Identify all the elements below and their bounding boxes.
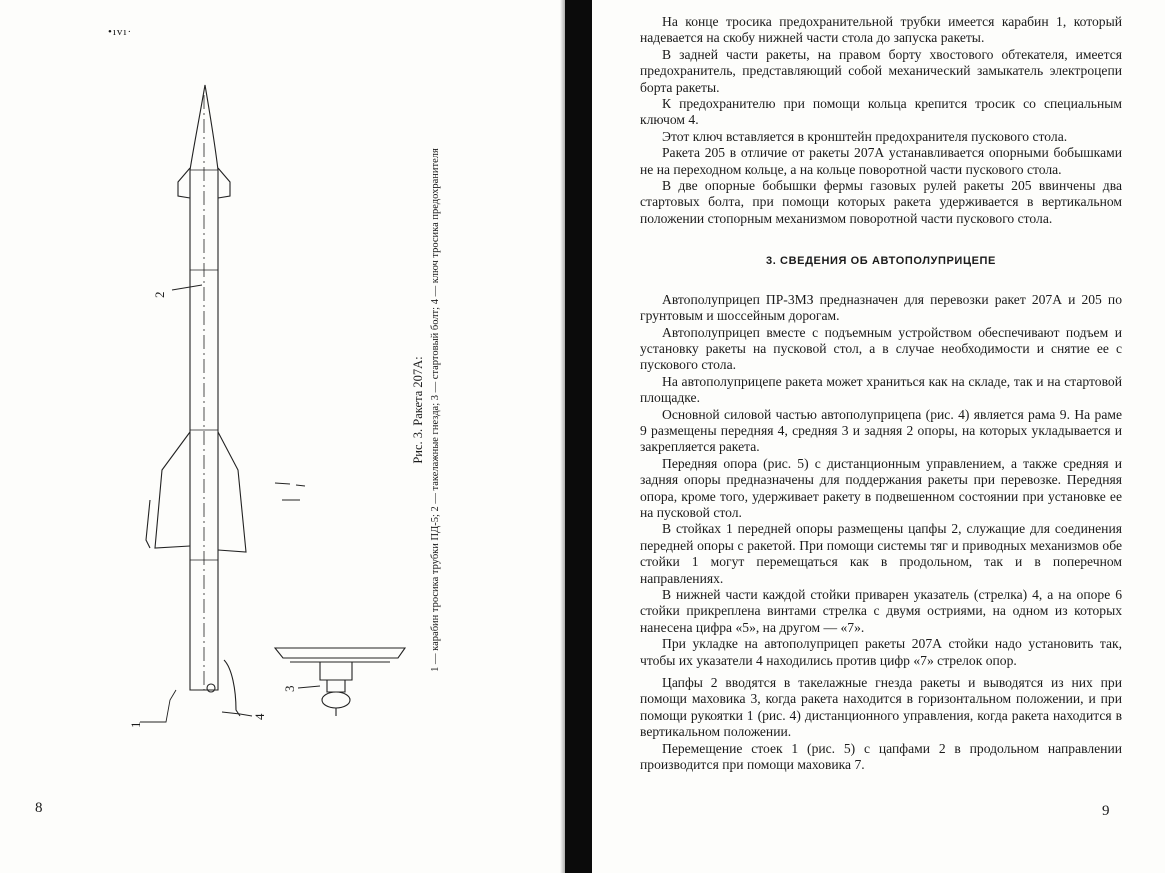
callout-1: 1 (128, 721, 143, 728)
rocket-figure (0, 0, 570, 873)
callout-4: 4 (252, 713, 267, 720)
body-text (640, 14, 1122, 773)
figure-caption-legend: 1 — карабин тросика трубки ПД-5; 2 — такелажные гнезда; 3 — стартовый болт; 4 — ключ тросика предохранителя (430, 148, 441, 672)
left-page (0, 0, 570, 873)
paragraph: Основной силовой частью автополуприцепа (рис. 4) является рама 9. На раме 9 размещены передняя 4, средняя 3 и задняя 2 опоры, на которых укладывается и закрепляется ракета. (640, 406, 1122, 455)
paragraph: Ракета 205 в отличие от ракеты 207А устанавливается опорными бобышками не на переходном кольце, а на кольце поворотной части пускового стола. (640, 145, 1122, 177)
corner-ink-mark: •ıvı· (108, 26, 133, 38)
paragraph: В задней части ракеты, на правом борту хвостового обтекателя, имеется предохранитель, представляющий собой механический замыкатель электроцепи борта ракеты. (640, 46, 1122, 95)
paragraph: Перемещение стоек 1 (рис. 5) с цапфами 2 в продольном направлении производится при помощи маховика 7. (640, 740, 1122, 773)
right-page-number: 9 (1102, 803, 1110, 819)
callout-3: 3 (282, 685, 297, 692)
rocket-outline (146, 85, 405, 716)
paragraph: При укладке на автополуприцеп ракеты 207А стойки надо установить так, чтобы их указатели 4 находились против цифр «7» стрелок опор. (640, 636, 1122, 668)
figure-caption-title: Рис. 3. Ракета 207А: (411, 356, 425, 464)
book-gutter (565, 0, 595, 873)
callout-leaders (140, 285, 320, 722)
callout-2: 2 (152, 291, 167, 298)
paragraph: Этот ключ вставляется в кронштейн предохранителя пускового стола. (662, 128, 1068, 144)
right-page (592, 0, 1165, 873)
paragraph: К предохранителю при помощи кольца крепится тросик со специальным ключом 4. (640, 96, 1122, 128)
paragraph: В две опорные бобышки фермы газовых рулей ракеты 205 ввинчены два стартовых болта, при помощи которых ракета удерживается в вертикальном положении стопорным механизмом поворотной части пускового стола. (640, 178, 1122, 226)
paragraph: Автополуприцеп ПР-3МЗ предназначен для перевозки ракет 207А и 205 по грунтовым и шоссейным дорогам. (640, 291, 1122, 324)
figure-caption (402, 90, 452, 730)
paragraph: В стойках 1 передней опоры размещены цапфы 2, служащие для соединения передней опоры с ракетой. При помощи системы тяг и приводных механизмов обе стойки 1 могут перемещаться как в продольном, так и в поперечном направлениях. (640, 521, 1122, 586)
section-heading: 3. СВЕДЕНИЯ ОБ АВТОПОЛУПРИЦЕПЕ (766, 255, 996, 268)
paragraph: На автополуприцепе ракета может храниться как на складе, так и на стартовой площадке. (640, 373, 1122, 406)
left-page-number: 8 (35, 800, 43, 816)
paragraph: Автополуприцеп вместе с подъемным устройством обеспечивают подъем и установку ракеты на пусковой стол, а в случае необходимости и снятие ее с пускового стола. (640, 324, 1122, 373)
paragraph: На конце тросика предохранительной трубки имеется карабин 1, который надевается на скобу нижней части стола до запуска ракеты. (640, 14, 1122, 46)
paragraph: Передняя опора (рис. 5) с дистанционным управлением, а также средняя и задняя опоры предназначены для поддержания ракеты при перевозке. Передняя опора, кроме того, удерживает ракету в подвешенном состоянии при установке ее на пусковой стол. (640, 455, 1122, 520)
paragraph: В нижней части каждой стойки приварен указатель (стрелка) 4, а на опоре 6 стойки прикреплена винтами стрелка с двумя остриями, на одном из которых нанесена цифра «5», на другом — «7». (640, 587, 1122, 635)
paragraph: Цапфы 2 вводятся в такелажные гнезда ракеты и выводятся из них при помощи маховика 3, когда ракета находится в горизонтальном положении, и при помощи рукоятки 1 (рис. 4) дистанционного управления, когда ракета находится в вертикальном положении. (640, 675, 1122, 740)
